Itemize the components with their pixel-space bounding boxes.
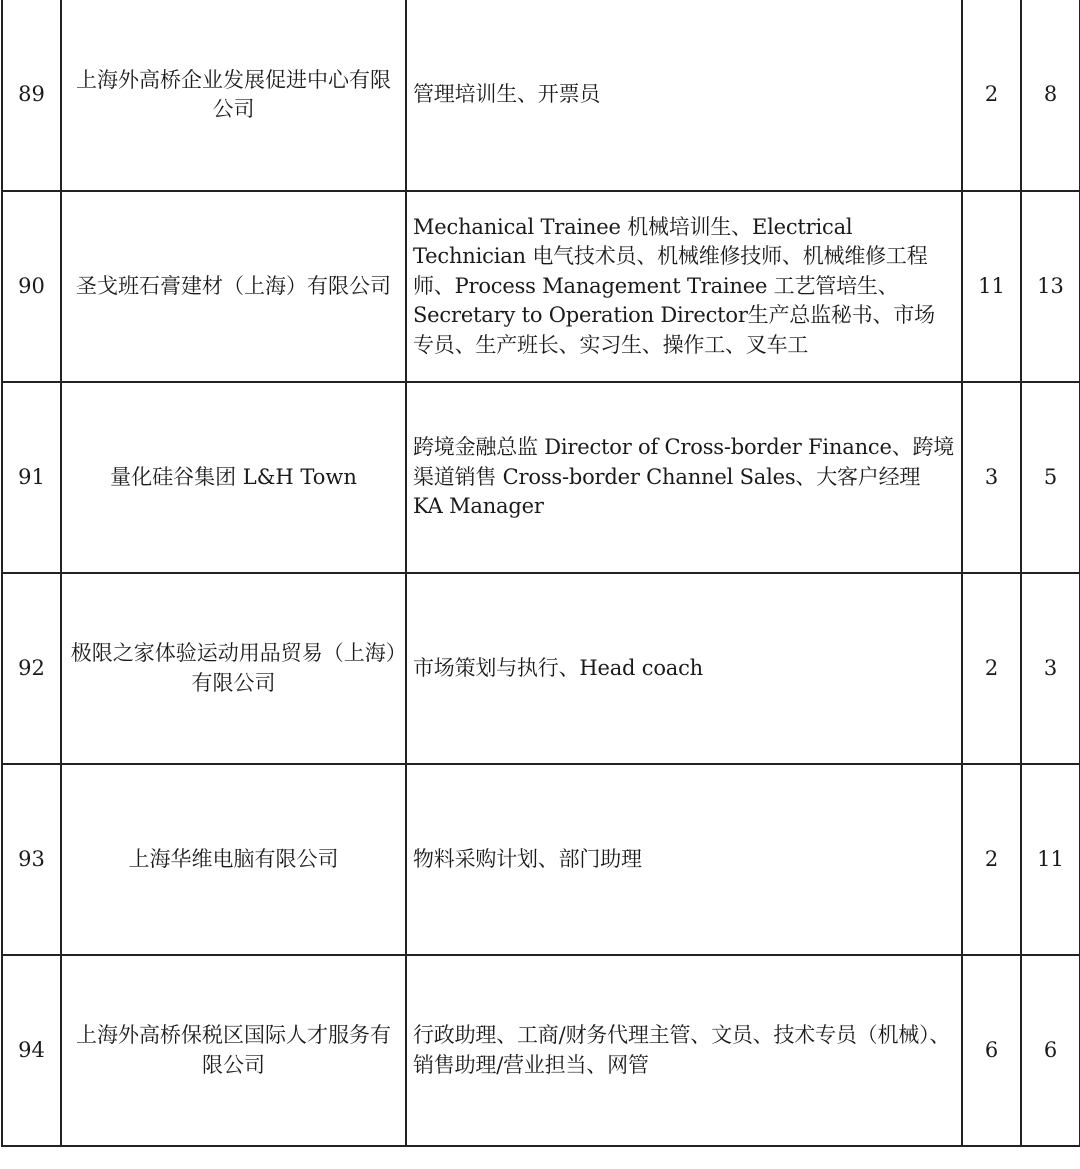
row-number: 90 xyxy=(2,191,61,382)
table-row xyxy=(2,382,1080,573)
count-a: 2 xyxy=(962,573,1021,764)
count-b: 11 xyxy=(1021,764,1080,955)
count-a: 3 xyxy=(962,382,1021,573)
count-b: 13 xyxy=(1021,191,1080,382)
row-number: 89 xyxy=(2,0,61,191)
company-name: 极限之家体验运动用品贸易（上海）有限公司 xyxy=(61,573,406,764)
row-number: 94 xyxy=(2,955,61,1146)
positions-list: Mechanical Trainee 机械培训生、Electrical Technician 电气技术员、机械维修技师、机械维修工程师、Process Management Trainee 工艺管培生、Secretary to Operation Director生产总监秘书、市场专员、生产班长、实习生、操作工、叉车工 xyxy=(406,191,962,382)
positions-list: 管理培训生、开票员 xyxy=(406,0,962,191)
table-row xyxy=(2,191,1080,382)
positions-list: 市场策划与执行、Head coach xyxy=(406,573,962,764)
company-name: 上海华维电脑有限公司 xyxy=(61,764,406,955)
company-name: 上海外高桥企业发展促进中心有限公司 xyxy=(61,0,406,191)
positions-list: 物料采购计划、部门助理 xyxy=(406,764,962,955)
company-name: 上海外高桥保税区国际人才服务有限公司 xyxy=(61,955,406,1146)
count-b: 3 xyxy=(1021,573,1080,764)
count-b: 8 xyxy=(1021,0,1080,191)
count-a: 6 xyxy=(962,955,1021,1146)
count-a: 2 xyxy=(962,764,1021,955)
table-row xyxy=(2,955,1080,1146)
company-name: 量化硅谷集团 L&H Town xyxy=(61,382,406,573)
company-name: 圣戈班石膏建材（上海）有限公司 xyxy=(61,191,406,382)
table-row xyxy=(2,573,1080,764)
positions-list: 跨境金融总监 Director of Cross-border Finance、跨境渠道销售 Cross-border Channel Sales、大客户经理 KA Manager xyxy=(406,382,962,573)
row-number: 93 xyxy=(2,764,61,955)
count-a: 2 xyxy=(962,0,1021,191)
count-a: 11 xyxy=(962,191,1021,382)
count-b: 5 xyxy=(1021,382,1080,573)
row-number: 91 xyxy=(2,382,61,573)
table-row xyxy=(2,0,1080,191)
count-b: 6 xyxy=(1021,955,1080,1146)
positions-list: 行政助理、工商/财务代理主管、文员、技术专员（机械）、销售助理/营业担当、网管 xyxy=(406,955,962,1146)
table-row xyxy=(2,764,1080,955)
recruitment-table xyxy=(1,0,1080,1147)
row-number: 92 xyxy=(2,573,61,764)
